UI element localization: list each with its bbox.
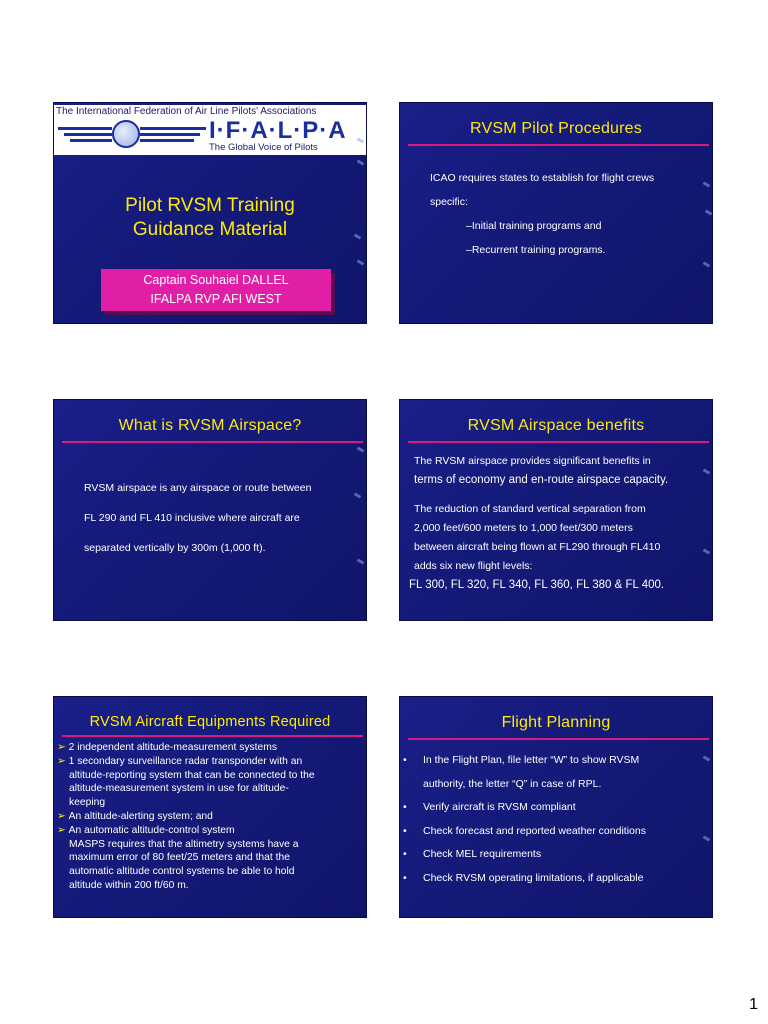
decor-dash bbox=[703, 548, 711, 554]
globe-icon bbox=[112, 120, 140, 148]
decor-dash bbox=[703, 468, 711, 474]
decor-dash bbox=[357, 159, 365, 165]
body-line: The RVSM airspace provides significant benefits in bbox=[414, 455, 651, 467]
page-number: 1 bbox=[749, 996, 758, 1013]
slide-equipment-required bbox=[53, 696, 367, 918]
slide-pilot-procedures bbox=[399, 102, 713, 324]
arrow-bullet-icon: ➢ bbox=[57, 824, 66, 836]
decor-dash bbox=[357, 446, 365, 452]
slide-heading: Flight Planning bbox=[501, 714, 611, 731]
logo-wing-right bbox=[140, 127, 206, 130]
decor-dash bbox=[357, 558, 365, 564]
body-line: adds six new flight levels: bbox=[414, 560, 533, 572]
slide-body bbox=[403, 749, 646, 890]
logo-wing-right bbox=[140, 133, 200, 136]
title-divider bbox=[62, 441, 363, 443]
decor-dash bbox=[703, 835, 711, 841]
bullet-icon: • bbox=[403, 801, 407, 813]
list-item: ➢ An automatic altitude-control system bbox=[57, 824, 235, 836]
list-item: ➢ An altitude-alerting system; and bbox=[57, 810, 213, 822]
list-item: • Check forecast and reported weather conditions bbox=[403, 820, 646, 844]
list-item: • Verify aircraft is RVSM compliant bbox=[403, 796, 646, 820]
author-box bbox=[101, 269, 331, 311]
body-line: terms of economy and en-route airspace capacity. bbox=[414, 474, 669, 486]
body-line: separated vertically by 300m (1,000 ft). bbox=[84, 542, 266, 554]
logo-federation-text: The International Federation of Air Line Pilots' Associations bbox=[56, 106, 317, 117]
list-item-continued: authority, the letter “Q” in case of RPL. bbox=[423, 777, 602, 790]
decor-dash bbox=[705, 209, 713, 215]
list-item-continued: altitude-reporting system that can be connected to the bbox=[69, 769, 315, 781]
slide-body bbox=[57, 741, 365, 893]
arrow-bullet-icon: ➢ bbox=[57, 810, 66, 822]
decor-dash bbox=[703, 261, 711, 267]
list-item: • In the Flight Plan, file letter “W” to show RVSM bbox=[403, 749, 646, 773]
list-item: –Initial training programs and bbox=[466, 220, 602, 232]
decor-dash bbox=[357, 259, 365, 265]
title-divider bbox=[408, 441, 709, 443]
body-line: ICAO requires states to establish for flight crews bbox=[430, 172, 655, 184]
logo-wing-left bbox=[58, 127, 112, 130]
list-item: ➢ 1 secondary surveillance radar transponder with an bbox=[57, 755, 303, 767]
decor-dash bbox=[354, 492, 362, 498]
list-item: ➢ 2 independent altitude-measurement systems bbox=[57, 742, 277, 753]
body-line: between aircraft being flown at FL290 through FL410 bbox=[414, 541, 661, 553]
bullet-icon: • bbox=[403, 824, 407, 837]
slide-title bbox=[53, 102, 367, 324]
slide-heading: RVSM Airspace benefits bbox=[467, 417, 645, 434]
slide-what-is-rvsm bbox=[53, 399, 367, 621]
author-role: IFALPA RVP AFI WEST bbox=[150, 292, 282, 306]
note-line: automatic altitude control systems be able to hold bbox=[69, 866, 295, 878]
list-item-continued: altitude-measurement system in use for altitude- bbox=[69, 783, 289, 795]
body-line: The reduction of standard vertical separation from bbox=[414, 503, 646, 515]
slide-title-line2: Guidance Material bbox=[132, 219, 288, 240]
list-item: –Recurrent training programs. bbox=[466, 244, 606, 256]
title-divider bbox=[62, 735, 363, 737]
slide-body bbox=[430, 172, 654, 256]
logo-wordmark: I·F·A·L·P·A bbox=[209, 117, 347, 144]
logo-wing-left bbox=[70, 139, 112, 142]
title-divider bbox=[408, 144, 709, 146]
list-item: • Check MEL requirements bbox=[403, 843, 646, 867]
slide-heading: What is RVSM Airspace? bbox=[118, 417, 302, 434]
logo-wing-left bbox=[64, 133, 112, 136]
arrow-bullet-icon: ➢ bbox=[57, 755, 66, 767]
flight-levels: FL 300, FL 320, FL 340, FL 360, FL 380 & FL 400. bbox=[409, 579, 665, 591]
decor-dash bbox=[703, 181, 711, 187]
list-item: • Check RVSM operating limitations, if applicable bbox=[403, 867, 646, 891]
logo-tagline: The Global Voice of Pilots bbox=[209, 142, 318, 153]
bullet-icon: • bbox=[403, 754, 407, 766]
slide-airspace-benefits bbox=[399, 399, 713, 621]
slide-flight-planning bbox=[399, 696, 713, 918]
list-item-continued: keeping bbox=[69, 797, 106, 809]
title-divider bbox=[408, 738, 709, 740]
bullet-icon: • bbox=[403, 848, 407, 860]
author-name: Captain Souhaiel DALLEL bbox=[143, 273, 289, 287]
slide-body bbox=[84, 482, 311, 554]
note-line: altitude within 200 ft/60 m. bbox=[69, 879, 189, 891]
ifalpa-logo bbox=[54, 105, 367, 155]
body-line: RVSM airspace is any airspace or route between bbox=[84, 482, 312, 494]
body-line: specific: bbox=[430, 196, 468, 208]
body-line: FL 290 and FL 410 inclusive where aircraft are bbox=[84, 512, 300, 524]
decor-dash bbox=[703, 755, 711, 761]
slide-heading: RVSM Aircraft Equipments Required bbox=[89, 714, 331, 730]
note-line: MASPS requires that the altimetry systems have a bbox=[69, 838, 299, 850]
body-line: 2,000 feet/600 meters to 1,000 feet/300 meters bbox=[414, 522, 633, 534]
arrow-bullet-icon: ➢ bbox=[57, 742, 66, 753]
slide-heading: RVSM Pilot Procedures bbox=[470, 120, 642, 137]
slide-title-line1: Pilot RVSM Training bbox=[125, 195, 295, 216]
bullet-icon: • bbox=[403, 871, 407, 884]
note-line: maximum error of 80 feet/25 meters and that the bbox=[69, 852, 290, 864]
slide-body bbox=[409, 452, 669, 595]
logo-wing-right bbox=[140, 139, 194, 142]
